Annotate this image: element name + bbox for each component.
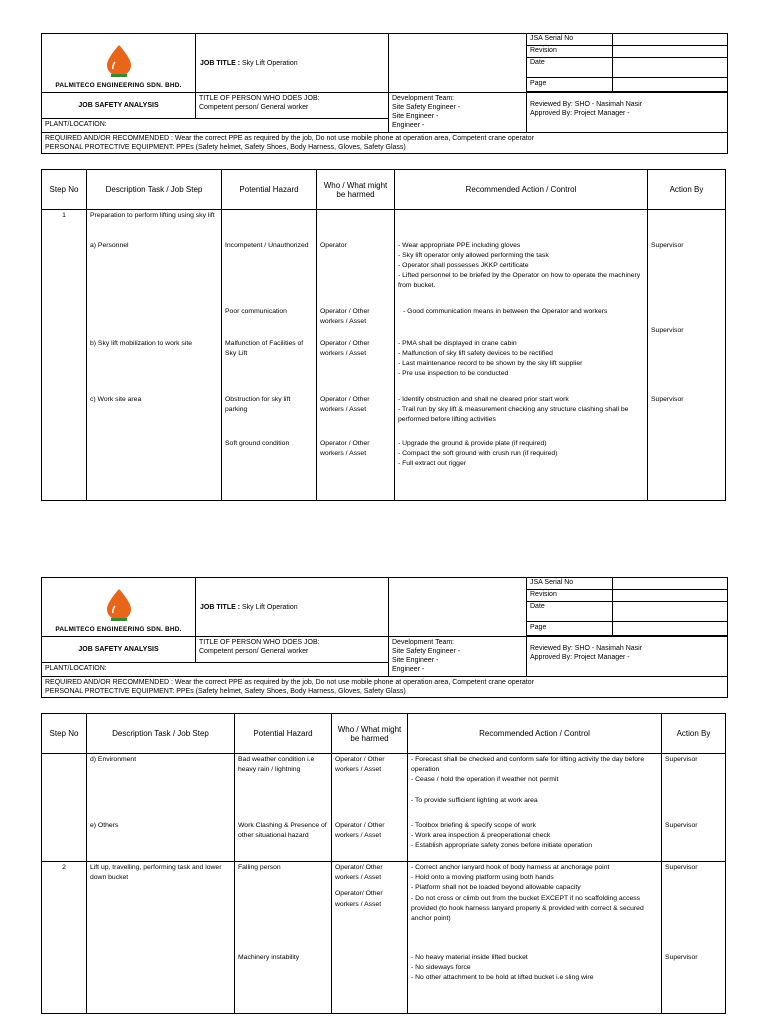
table-row xyxy=(42,952,726,1014)
table-row xyxy=(42,306,726,338)
jsa-table-page-2 xyxy=(41,713,726,1014)
task-description: Preparation to perform lifting using sky lift xyxy=(87,210,222,240)
action-by: Supervisor xyxy=(662,862,726,952)
who-harmed: Operator / Other workers / Asset xyxy=(317,438,395,501)
table-row xyxy=(42,820,726,862)
hazard: Soft ground condition xyxy=(222,438,317,501)
who-harmed: Operator / Other workers / Asset xyxy=(332,754,408,820)
job-title-label: JOB TITLE : xyxy=(200,603,241,611)
ppe-requirements: REQUIRED AND/OR RECOMMENDED : Wear the correct PPE as required by the job, Do not use mobile phone at operation area, Competent crane operator PERSONAL PROTECTIVE EQUIPMENT: PPEs (Safety helmet, Safety Shoes, Body Harness, Gloves, Safety Glass) xyxy=(42,677,728,698)
jsa-title: JOB SAFETY ANALYSIS xyxy=(42,93,196,119)
jsa-meta-labels: JSA Serial No Revision Date Page xyxy=(527,578,613,636)
who-harmed: Operator / Other workers / Asset xyxy=(317,306,395,338)
job-title-value: Sky Lift Operation xyxy=(242,603,298,611)
recommended-action: - Upgrade the ground & provide plate (if required) - Compact the soft ground with crush run (if required) - Full extract out rigger xyxy=(395,438,648,501)
logo-cell xyxy=(42,34,196,93)
recommended-action: - PMA shall be displayed in crane cabin - Malfunction of sky lift safety devices to be rectified - Last maintenance record to be shown by the sky lift supplier - Pre use inspection to be conducted xyxy=(395,338,648,394)
col-action-by: Action By xyxy=(662,714,726,754)
hazard: Bad weather condition i.e heavy rain / lightning xyxy=(235,754,332,820)
table-header-row xyxy=(42,714,726,754)
review-approval: Reviewed By: SHO - Nasimah Nasir Approved By: Project Manager - xyxy=(527,637,728,677)
action-by: Supervisor xyxy=(648,240,726,306)
title-person: TITLE OF PERSON WHO DOES JOB: Competent person/ General worker xyxy=(196,93,389,119)
company-name: PALMITECO ENGINEERING SDN. BHD. xyxy=(55,82,182,89)
who-harmed: Operator/ Other workers / Asset Operator/ Other workers / Asset xyxy=(332,862,408,952)
task-description: b) Sky lift mobilization to work site xyxy=(87,338,222,394)
job-title xyxy=(196,34,389,93)
header-table-2 xyxy=(41,577,728,698)
col-step: Step No xyxy=(42,170,87,210)
job-title-label: JOB TITLE : xyxy=(200,59,241,67)
task-description: Lift up, travelling, performing task and lower down bucket xyxy=(87,862,235,952)
review-approval: Reviewed By: SHO - Nasimah Nasir Approved By: Project Manager - xyxy=(527,93,728,133)
col-who: Who / What might be harmed xyxy=(332,714,408,754)
recommended-action: - Wear appropriate PPE including gloves - Sky lift operator only allowed performing the task - Operator shall possesses JKKP certificate - Lifted personnel to be briefed by the Operator on how to operate the machinery from bucket. xyxy=(395,240,648,306)
col-who: Who / What might be harmed xyxy=(317,170,395,210)
recommended-action: - Toolbox briefing & specify scope of work - Work area inspection & preoperational check - Establish appropriate safety zones before initiate operation xyxy=(408,820,662,862)
col-action: Recommended Action / Control xyxy=(395,170,648,210)
table-row xyxy=(42,338,726,394)
recommended-action: - Forecast shall be checked and conform safe for lifting activity the day before operation - Cease / hold the operation if weather not permit - To provide sufficient lighting at work area xyxy=(408,754,662,820)
jsa-title: JOB SAFETY ANALYSIS xyxy=(42,637,196,663)
col-step: Step No xyxy=(42,714,87,754)
col-hazard: Potential Hazard xyxy=(235,714,332,754)
plant-location: PLANT/LOCATION: xyxy=(42,119,389,133)
task-description: a) Personnel xyxy=(87,240,222,306)
hazard: Work Clashing & Presence of other situational hazard xyxy=(235,820,332,862)
jsa-table-page-1 xyxy=(41,169,726,501)
action-by: Supervisor xyxy=(662,754,726,820)
table-row xyxy=(42,240,726,306)
table-row xyxy=(42,210,726,240)
col-task: Description Task / Job Step xyxy=(87,170,222,210)
who-harmed: Operator / Other workers / Asset xyxy=(332,820,408,862)
step-number: 2 xyxy=(42,862,87,952)
hazard: Poor communication xyxy=(222,306,317,338)
company-name: PALMITECO ENGINEERING SDN. BHD. xyxy=(55,626,182,633)
who-harmed: Operator / Other workers / Asset xyxy=(317,394,395,438)
plant-location: PLANT/LOCATION: xyxy=(42,663,389,677)
hazard: Malfunction of Facilities of Sky Lift xyxy=(222,338,317,394)
col-hazard: Potential Hazard xyxy=(222,170,317,210)
title-person: TITLE OF PERSON WHO DOES JOB: Competent person/ General worker xyxy=(196,637,389,663)
recommended-action: - Correct anchor lanyard hook of body harness at anchorage point - Hold onto a moving platform using both hands - Platform shall not be loaded beyond allowable capacity - Do not cross or climb out from the bucket EXCEPT if no scaffolding access provided (to hook harness lanyard properly & provided with correct & secured anchor point) xyxy=(408,862,662,952)
job-title xyxy=(196,578,389,637)
table-row xyxy=(42,438,726,501)
recommended-action: - Identify obstruction and shall ne cleared prior start work - Trail run by sky lift & measurement checking any structure clashing shall be performed before lifting activities xyxy=(395,394,648,438)
development-team: Development Team: Site Safety Engineer - Site Engineer - Engineer - xyxy=(389,637,527,677)
task-description: c) Work site area xyxy=(87,394,222,438)
job-title-value: Sky Lift Operation xyxy=(242,59,298,67)
hazard: Obstruction for sky lift parking xyxy=(222,394,317,438)
who-harmed: Operator xyxy=(317,240,395,306)
hazard: Machinery instability xyxy=(235,952,332,1014)
table-row xyxy=(42,862,726,952)
recommended-action: - Good communication means in between the Operator and workers xyxy=(395,306,648,338)
who-harmed: Operator / Other workers / Asset xyxy=(317,338,395,394)
recommended-action: - No heavy material inside lifted bucket - No sideways force - No other attachment to be hold at lifted bucket i.e sling wire xyxy=(408,952,662,1014)
step-number: 1 xyxy=(42,210,87,240)
logo-cell xyxy=(42,578,196,637)
action-by: Supervisor xyxy=(662,952,726,1014)
action-by: Supervisor xyxy=(648,394,726,438)
hazard: Incompetent / Unauthorized xyxy=(222,240,317,306)
task-description: e) Others xyxy=(87,820,235,862)
task-description: d) Environment xyxy=(87,754,235,820)
table-header-row xyxy=(42,170,726,210)
jsa-meta-values xyxy=(613,578,728,636)
col-action: Recommended Action / Control xyxy=(408,714,662,754)
company-logo-icon xyxy=(102,588,136,622)
header-table-1 xyxy=(41,33,728,154)
hazard: Falling person xyxy=(235,862,332,952)
company-logo-icon xyxy=(102,44,136,78)
action-by: Supervisor xyxy=(662,820,726,862)
jsa-meta-values xyxy=(613,34,728,92)
jsa-meta-labels: JSA Serial No Revision Date Page xyxy=(527,34,613,92)
table-row xyxy=(42,394,726,438)
col-action-by: Action By xyxy=(648,170,726,210)
action-by: Supervisor xyxy=(648,306,726,338)
ppe-requirements: REQUIRED AND/OR RECOMMENDED : Wear the correct PPE as required by the job, Do not use mobile phone at operation area, Competent crane operator PERSONAL PROTECTIVE EQUIPMENT: PPEs (Safety helmet, Safety Shoes, Body Harness, Gloves, Safety Glass) xyxy=(42,133,728,154)
col-task: Description Task / Job Step xyxy=(87,714,235,754)
table-row xyxy=(42,754,726,820)
development-team: Development Team: Site Safety Engineer - Site Engineer - Engineer - xyxy=(389,93,527,133)
